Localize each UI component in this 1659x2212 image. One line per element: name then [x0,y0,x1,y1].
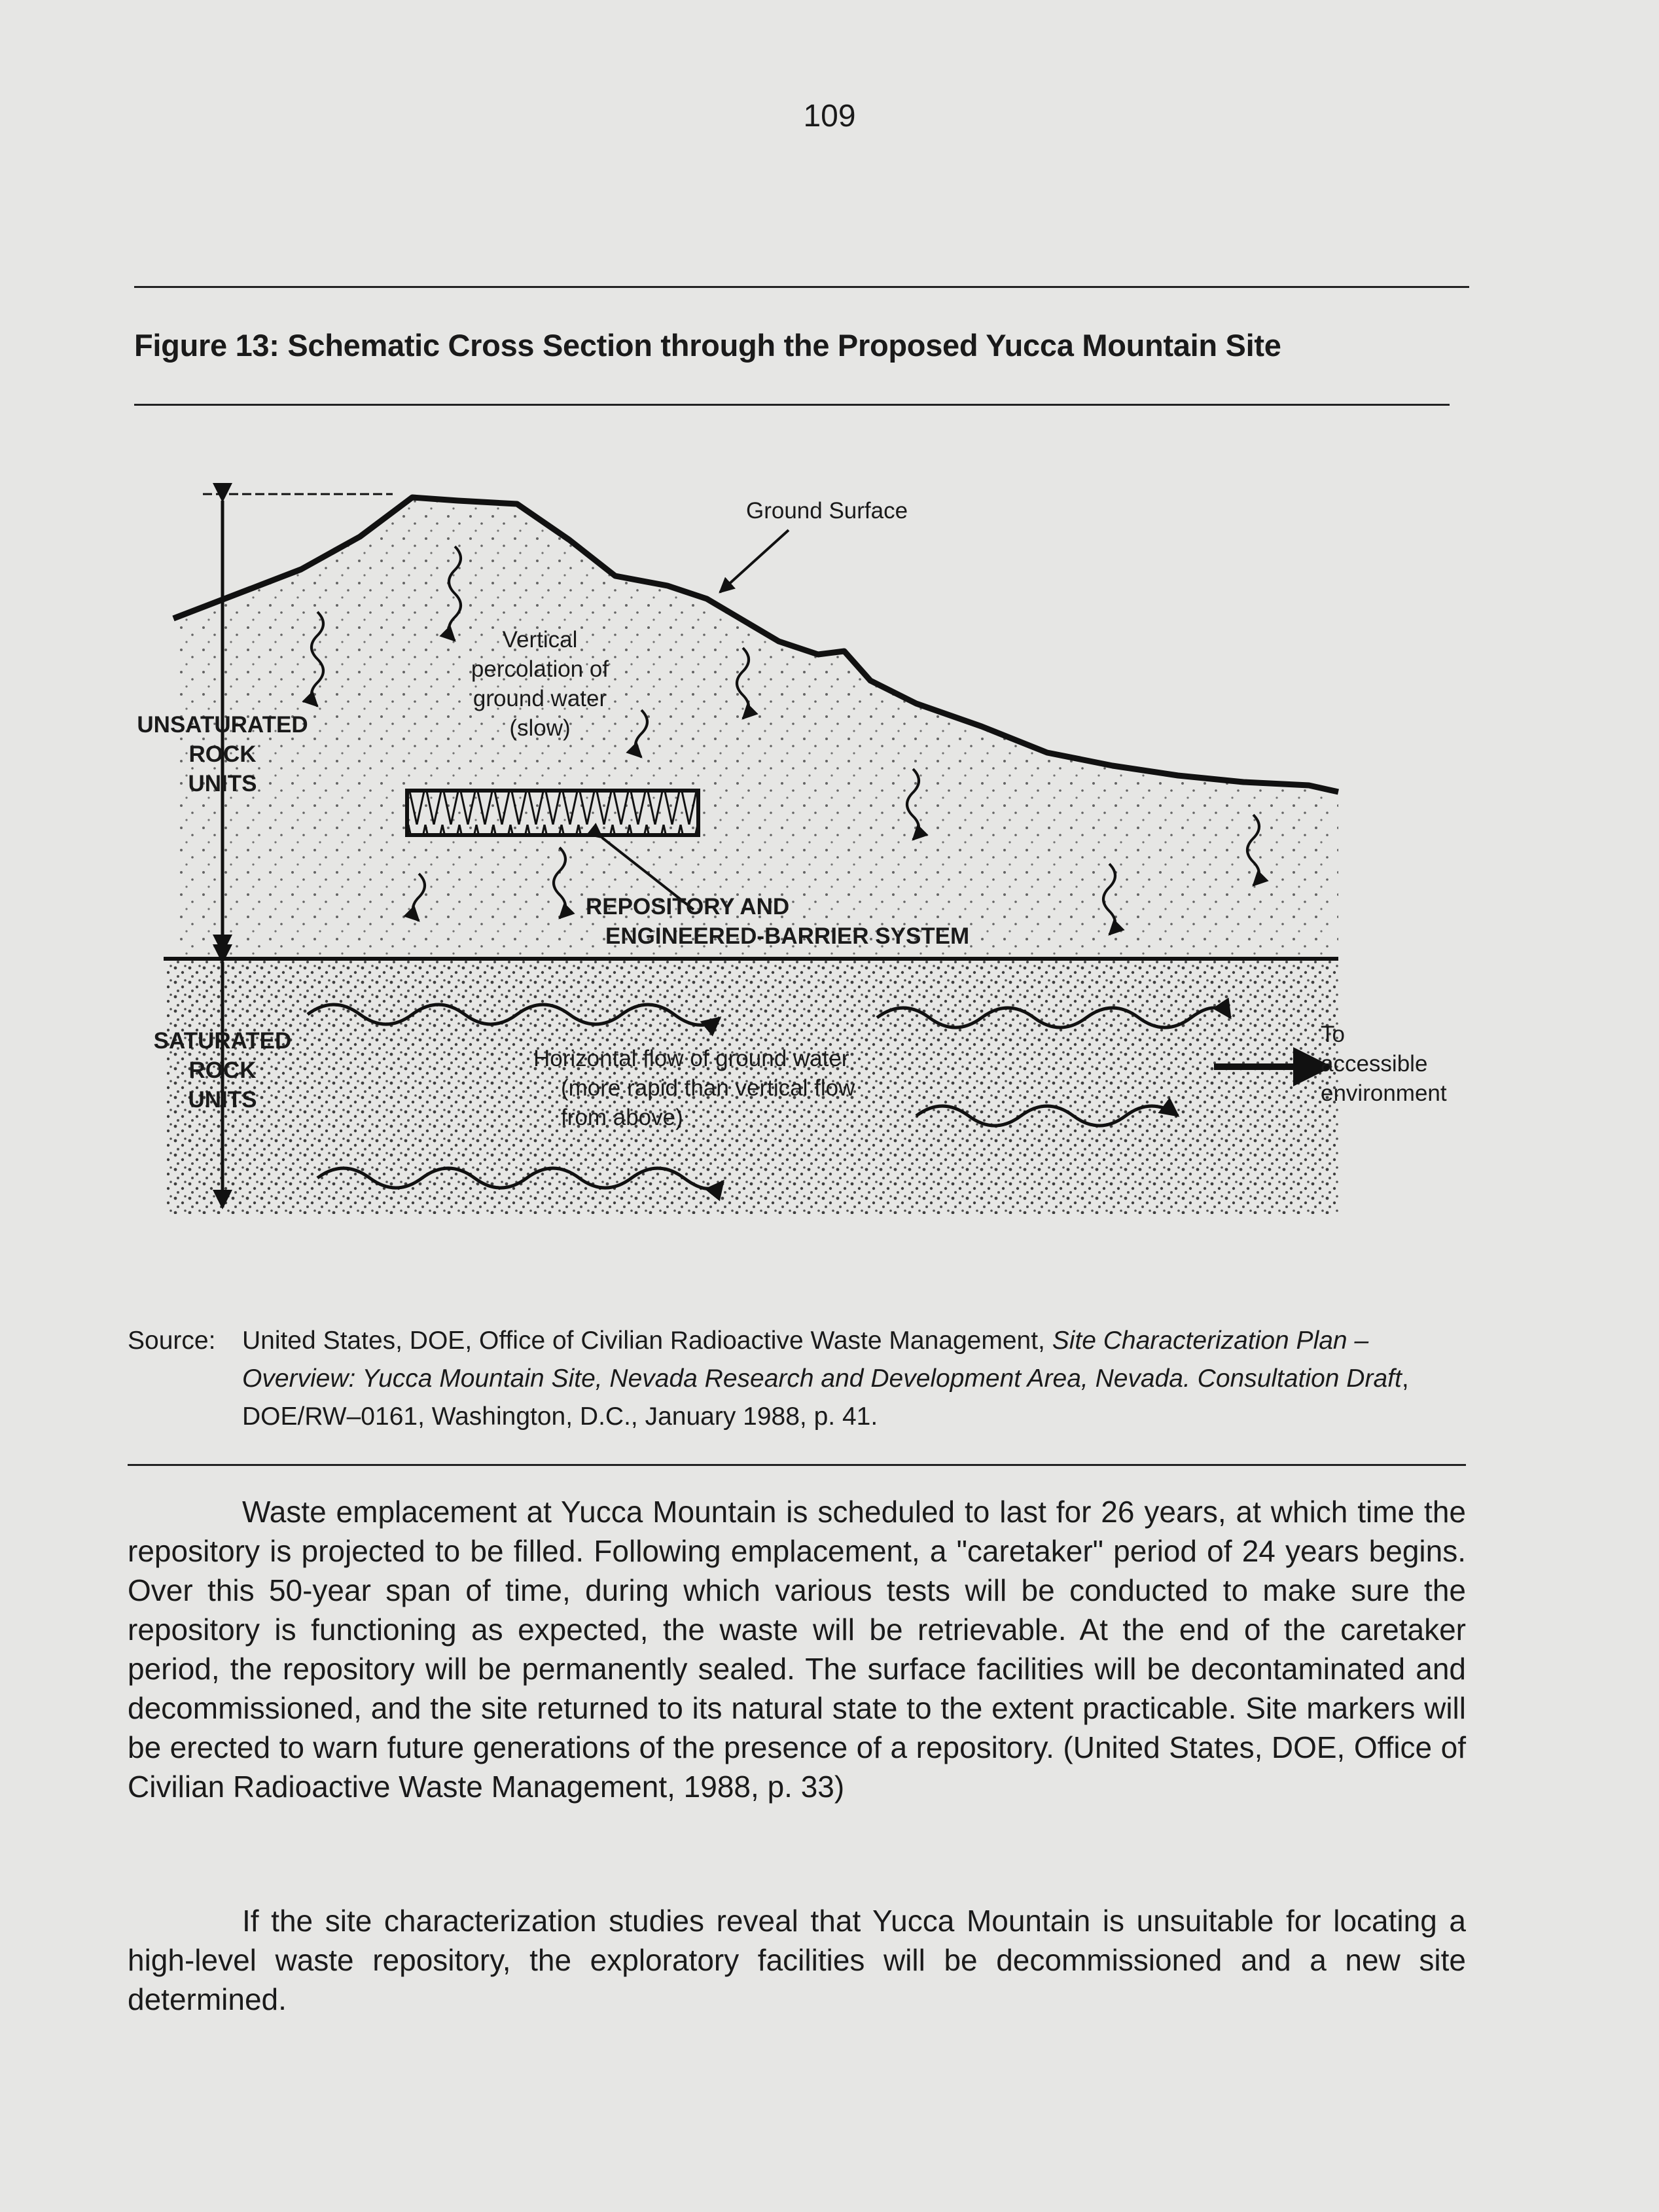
to-environment-line-3: environment [1321,1080,1447,1106]
unsaturated-line-2: ROCK [188,741,257,767]
figure-title: Figure 13: Schematic Cross Section through the Proposed Yucca Mountain Site [134,328,1281,363]
unsaturated-line-1: UNSATURATED [137,712,308,738]
vertical-percolation-line-2: percolation of [471,656,609,682]
vertical-percolation-label [458,625,622,743]
saturated-line-2: ROCK [188,1058,257,1083]
vertical-percolation-line-3: ground water [473,686,607,711]
body-paragraph-2: If the site characterization studies reveal that Yucca Mountain is unsuitable for locating a high-level waste repository, the exploratory facilities will be decommissioned and a new site determined. [128,1904,1466,2016]
unsaturated-rock-units-label [124,710,321,798]
ground-surface-pointer [720,530,789,592]
vertical-percolation-line-1: Vertical [502,627,578,652]
to-environment-line-2: accessible [1321,1051,1428,1077]
saturated-line-3: UNITS [188,1087,257,1113]
ground-surface-label: Ground Surface [746,498,908,524]
source-tail: , DOE/RW–0161, Washington, D.C., January 1988, p. 41. [242,1365,1409,1431]
source-citation [128,1322,1469,1436]
horizontal-flow-line-2: (more rapid than vertical flow [561,1075,855,1101]
saturated-line-1: SATURATED [153,1028,292,1054]
horizontal-flow-line-1: Horizontal flow of ground water [533,1046,849,1071]
repository-line-2: ENGINEERED-BARRIER SYSTEM [605,923,970,949]
vertical-percolation-line-4: (slow) [509,715,571,741]
repository-line-1: REPOSITORY AND [586,894,790,919]
source-title: Site Characterization Plan – Overview: Yucca Mountain Site, Nevada Research and Development Area, Nevada. Consultation Draft [242,1327,1402,1393]
to-environment-line-1: To [1321,1022,1345,1047]
saturated-rock-units-label [137,1026,308,1115]
horizontal-flow-line-3: from above) [561,1105,683,1130]
page-number: 109 [803,99,856,134]
repository-block [407,791,698,835]
unsaturated-zone [173,497,1338,959]
repository-label [569,892,1041,951]
source-body [242,1322,1469,1436]
body-paragraph-1: Waste emplacement at Yucca Mountain is scheduled to last for 26 years, at which time the repository is projected to be filled. Following emplacement, a "caretaker" period of 24 years begins. Over this 50-year span of time, during which various tests will be conducted to make sure the repository is functioning as expected, the waste will be retrievable. At the end of the caretaker period, the repository will be permanently sealed. The surface facilities will be decontaminated and decommissioned, and the site returned to its natural state to the extent practicable. Site markers will be erected to warn future generations of the presence of a repository. (United States, DOE, Office of Civilian Radioactive Waste Management, 1988, p. 33) [128,1495,1466,1804]
source-tag: Source: [128,1327,216,1355]
unsaturated-line-3: UNITS [188,771,257,796]
source-lead: United States, DOE, Office of Civilian Radioactive Waste Management, [242,1327,1052,1355]
to-environment-label [1321,1020,1447,1108]
horizontal-flow-label [533,1044,855,1132]
source-underline [128,1464,1466,1466]
